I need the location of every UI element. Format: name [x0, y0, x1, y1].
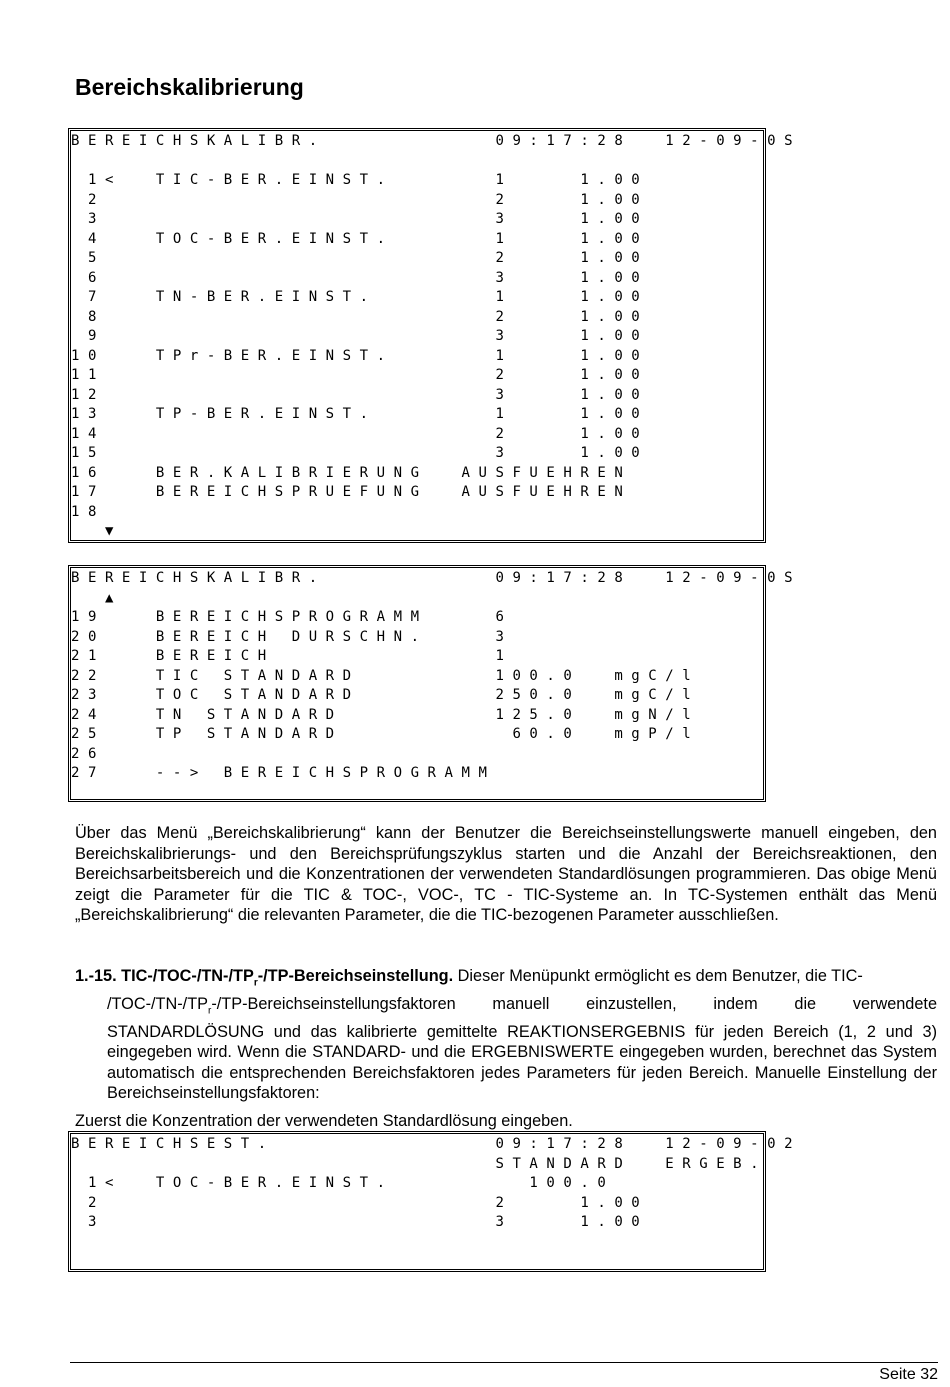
screen-line: 23 TOC STANDARD 250.0 mgC/l	[71, 687, 700, 703]
screen-line: 3 3 1.00	[71, 211, 649, 227]
intro-paragraph: Über das Menü „Bereichskalibrierung“ kann der Benutzer die Bereichseinstellungswerte manuell eingeben, den Bereichskalibrierungs- und den Bereichsprüfungszyklus starten und die Anzahl der Bereichsreaktionen, den Bereichsarbeitsbereich und die Konzentrationen der verwendeten Standardlösungen programmieren. Das obige Menü zeigt die Parameter für die TIC & TOC-, VOC-, TC - TIC-Systeme an. In TC-Systemen enthält das Menü „Bereichskalibrierung“ die relevanten Parameter, die die TIC-bezogenen Parameter ausschließen.	[75, 824, 937, 924]
scroll-up-arrow-icon: ▲	[71, 589, 122, 606]
screen-line: 8 2 1.00	[71, 308, 649, 325]
screen-line: 3 3 1.00	[71, 1214, 649, 1230]
item-text-indented	[75, 994, 937, 1104]
screen-line: 19 BEREICHSPROGRAMM 6	[71, 609, 513, 625]
item-text: /TOC-/TN-/TP	[107, 994, 208, 1013]
screen-line: 27 --> BEREICHSPROGRAMM	[71, 765, 496, 781]
screen-line: 10 TPr-BER.EINST. 1 1.00	[71, 347, 649, 364]
screen-line: 13 TP-BER.EINST. 1 1.00	[71, 406, 649, 422]
page-number: Seite 32	[879, 1366, 938, 1383]
scroll-down-arrow-icon: ▼	[71, 523, 122, 539]
item-text: Dieser Menüpunkt ermöglicht es dem Benutzer, die TIC-	[453, 967, 863, 985]
instruction-paragraph: Zuerst die Konzentration der verwendeten Standardlösung eingeben.	[75, 1112, 573, 1130]
display-screen-range-setting	[68, 1131, 802, 1272]
screen-line: 12 3 1.00	[71, 386, 649, 403]
screen-line: BEREICHSKALIBR. 09:17:28 12-09-0S	[71, 570, 802, 586]
screen-line: 16 BER.KALIBRIERUNG AUSFUEHREN	[71, 464, 632, 481]
screen-line: 2 2 1.00	[71, 191, 649, 208]
screen-line: 1< TIC-BER.EINST. 1 1.00	[71, 172, 649, 188]
screen-line: 5 2 1.00	[71, 250, 649, 266]
item-text-subscript: r	[208, 1005, 212, 1016]
display-screen-range-calibration	[68, 128, 802, 543]
screen-line: 20 BEREICH DURSCHN. 3	[71, 628, 513, 645]
item-heading	[75, 967, 454, 989]
screen-line: 21 BEREICH 1	[71, 648, 513, 664]
screen-line: 6 3 1.00	[71, 269, 649, 286]
screen-line: 1< TOC-BER.EINST. 100.0	[71, 1175, 615, 1191]
footer-rule	[70, 1362, 938, 1363]
screen-line: STANDARD ERGEB.	[71, 1155, 768, 1172]
screen-line: 14 2 1.00	[71, 425, 649, 442]
item-text: -/TP-Bereichseinstellungsfaktoren manuell einzustellen, indem die verwendete STANDARDLÖSUNG und das kalibrierte gemittelte REAKTIONSERGEBNIS für jeden Bereich (1, 2 und 3) eingegeben wird. Wenn die STANDARD- und die ERGEBNISWERTE eingegeben wurden, berechnet das System automatisch die entsprechenden Bereichsfaktoren jedes Parameters für jeden Bereich. Manuelle Einstellung der Bereichseinstellungsfaktoren:	[107, 994, 937, 1102]
screen-line: 26	[71, 745, 105, 762]
screen-line: BEREICHSKALIBR. 09:17:28 12-09-0S	[71, 133, 802, 149]
screen-line: 25 TP STANDARD 60.0 mgP/l	[71, 726, 700, 742]
screen-line: 18	[71, 503, 105, 520]
screen-line: 17 BEREICHSPRUEFUNG AUSFUEHREN	[71, 484, 632, 500]
screen-line: 4 TOC-BER.EINST. 1 1.00	[71, 230, 649, 247]
item-paragraph	[75, 966, 937, 1104]
screen-line: 22 TIC STANDARD 100.0 mgC/l	[71, 667, 700, 684]
item-heading-part: -/TP-Bereichseinstellung.	[257, 967, 454, 985]
item-heading-part: 1.-15. TIC-/TOC-/TN-/TP	[75, 967, 254, 985]
screen-line: 24 TN STANDARD 125.0 mgN/l	[71, 706, 700, 723]
item-heading-subscript: r	[253, 977, 258, 989]
page-title: Bereichskalibrierung	[75, 74, 304, 100]
screen-line: 7 TN-BER.EINST. 1 1.00	[71, 289, 649, 305]
display-screen-range-program	[68, 565, 802, 802]
screen-line: 15 3 1.00	[71, 445, 649, 461]
screen-line: 2 2 1.00	[71, 1194, 649, 1211]
screen-line: BEREICHSEST. 09:17:28 12-09-02	[71, 1136, 802, 1152]
screen-line: 9 3 1.00	[71, 328, 649, 344]
screen-line: 11 2 1.00	[71, 367, 649, 383]
